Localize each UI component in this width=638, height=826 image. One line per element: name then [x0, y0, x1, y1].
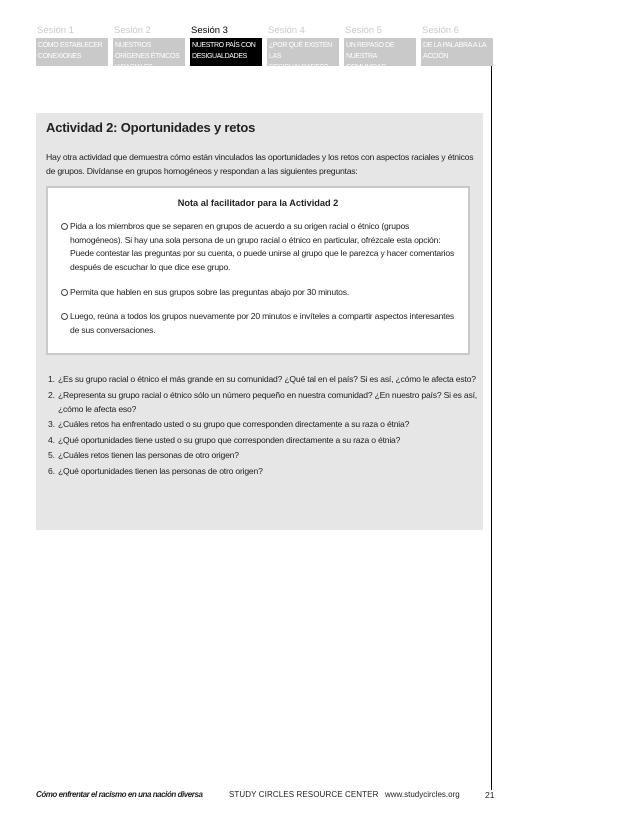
question-number: 3. — [48, 419, 55, 429]
question-text: ¿Es su grupo racial o étnico el más grande en su comunidad? ¿Qué tal en el país? Si es así, ¿cómo le afecta esto? — [58, 374, 476, 384]
facilitator-note-title: Nota al facilitador para la Actividad 2 — [177, 198, 339, 208]
question-item — [48, 417, 478, 431]
activity-title: Actividad 2: Oportunidades y retos — [46, 120, 256, 135]
session-tab-5 — [344, 24, 416, 71]
session-tab-2 — [113, 24, 185, 71]
session-number: Sesión 3 — [191, 25, 228, 36]
question-text: ¿Cuáles retos ha enfrentado usted o su grupo que corresponden directamente a su raza o étnia? — [58, 419, 410, 429]
session-tab-1 — [36, 24, 108, 67]
question-number: 6. — [48, 465, 55, 476]
question-number: 2. — [48, 389, 55, 400]
question-text: ¿Cuáles retos tienen las personas de otro origen? — [58, 450, 239, 460]
session-tab-6 — [421, 24, 493, 67]
question-text: ¿Qué oportunidades tiene usted o su grupo que corresponden directamente a su raza o étnia? — [58, 434, 401, 445]
session-title: UN REPASO DE NUESTRA COMUNIDAD — [344, 38, 416, 66]
question-item — [48, 388, 478, 416]
session-title: DE LA PALABRA A LA ACCIÓN — [421, 38, 493, 66]
footer-organization: STUDY CIRCLES RESOURCE CENTER — [229, 790, 379, 799]
note-item — [61, 310, 457, 337]
page-vertical-rule — [491, 66, 492, 790]
circle-bullet-icon — [61, 313, 68, 320]
circle-bullet-icon — [61, 223, 68, 230]
session-tab-4 — [267, 24, 339, 71]
session-title: CÓMO ESTABLECER CONEXIONES — [36, 38, 108, 66]
question-number: 5. — [48, 450, 55, 460]
session-number: Sesión 5 — [345, 25, 382, 36]
question-item — [48, 372, 478, 386]
question-list — [48, 372, 478, 479]
question-number: 1. — [48, 374, 55, 384]
page-footer — [36, 790, 496, 804]
session-number: Sesión 4 — [268, 25, 305, 36]
note-item-text: Luego, reúna a todos los grupos nuevamente por 20 minutos e invíteles a compartir aspectos interesantes de sus conversaciones. — [70, 311, 455, 335]
note-item — [61, 286, 457, 300]
session-title: NUESTRO PAÍS CON DESIGUALDADES — [190, 38, 262, 66]
activity-panel — [36, 113, 483, 530]
session-header — [36, 24, 492, 71]
question-text: ¿Qué oportunidades tienen las personas de otro origen? — [58, 465, 263, 476]
activity-intro: Hay otra actividad que demuestra cómo están vinculados las oportunidades y los retos con aspectos raciales y étnicos de grupos. Divídanse en grupos homogéneos y respondan a las siguientes preguntas: — [46, 152, 474, 176]
page-number: 21 — [485, 790, 495, 800]
question-item — [48, 464, 478, 478]
question-text: ¿Representa su grupo racial o étnico sólo un número pequeño en nuestra comunidad? ¿En nuestro país? Si es así, ¿cómo le afecta eso? — [58, 389, 477, 414]
footer-book-title: Cómo enfrentar el racismo en una nación diversa — [36, 790, 203, 799]
facilitator-note-box — [46, 186, 470, 355]
question-item — [48, 433, 478, 447]
session-number: Sesión 1 — [37, 25, 74, 36]
note-item-text: Pida a los miembros que se separen en grupos de acuerdo a su origen racial o étnico (grupos homogéneos). Si hay una sola persona de un grupo racial o étnico en particular, ofrézcale esta opción: Puede contestar las preguntas por su cuenta, o puede unirse al grupo que le parezca y hacer comentarios después de escuchar lo que dice ese grupo. — [70, 221, 455, 272]
session-tab-3-active — [190, 24, 262, 67]
session-number: Sesión 6 — [422, 25, 459, 36]
question-item — [48, 448, 478, 462]
note-item-text: Permita que hablen en sus grupos sobre las preguntas abajo por 30 minutos. — [70, 287, 350, 297]
session-title: ¿POR QUÉ EXISTEN LAS DESIGUALDADES? — [267, 38, 339, 66]
circle-bullet-icon — [61, 289, 68, 296]
session-number: Sesión 2 — [114, 25, 151, 36]
footer-url: www.studycircles.org — [385, 790, 460, 799]
question-number: 4. — [48, 434, 55, 445]
note-item — [61, 220, 457, 274]
session-title: NUESTROS ORÍGENES ÉTNICOS Y RACIALES — [113, 38, 185, 66]
